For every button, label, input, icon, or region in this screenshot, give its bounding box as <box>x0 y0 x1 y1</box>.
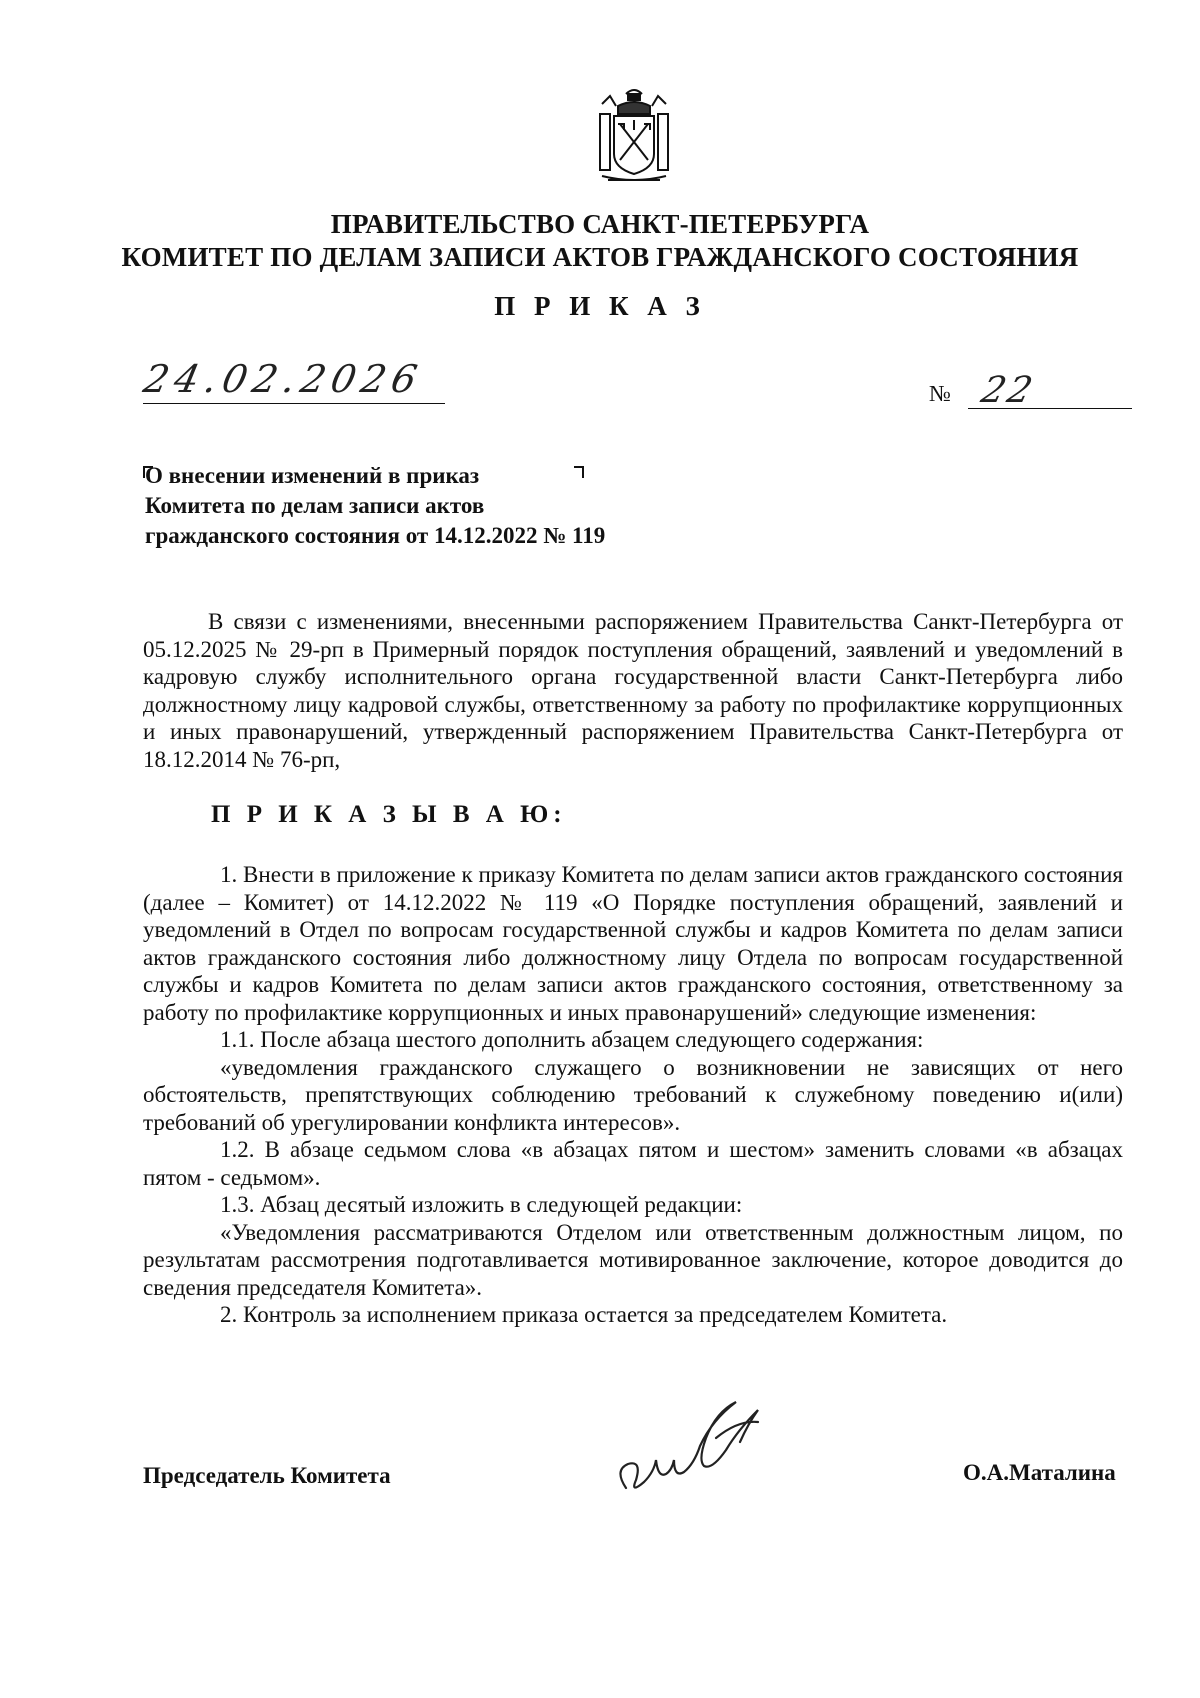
subject-line: гражданского состояния от 14.12.2022 № 119 <box>145 523 606 548</box>
subject-line: Комитета по делам записи актов <box>145 493 485 518</box>
order-item: 2. Контроль за исполнением приказа остается за председателем Комитета. <box>220 1302 948 1327</box>
subject-line: О внесении изменений в приказ <box>145 463 480 488</box>
signatory-name: О.А.Маталина <box>963 1460 1116 1485</box>
order-items <box>143 861 1123 1329</box>
signature-image <box>608 1390 808 1505</box>
order-item: 1. Внести в приложение к приказу Комитета по делам записи актов гражданского состояния (далее – Комитет) от 14.12.2022 № 119 «О Порядке поступления обращений, заявлений и уведомлений в Отдел по вопросам государственной службы и кадров Комитета по делам записи актов гражданского состояния либо должностному лицу Отдела по вопросам государственной службы и кадров Комитета по делам записи актов гражданского состояния, ответственному за работу по профилактике коррупционных и иных правонарушений» следующие изменения: <box>143 862 1123 1025</box>
order-item: 1.3. Абзац десятый изложить в следующей редакции: <box>220 1192 743 1217</box>
signatory-role: Председатель Комитета <box>143 1463 391 1488</box>
document-header <box>0 208 1200 274</box>
order-item: 1.1. После абзаца шестого дополнить абзацем следующего содержания: <box>220 1027 924 1052</box>
handwritten-date-text: 24.02.2026 <box>139 357 427 402</box>
subject-block <box>145 461 665 551</box>
order-heading: П Р И К А З Ы В А Ю: <box>211 801 567 828</box>
document-type-title: П Р И К А З <box>494 291 706 321</box>
handwritten-date <box>139 344 444 408</box>
order-item: «уведомления гражданского служащего о возникновении не зависящих от него обстоятельств, препятствующих соблюдению требований к служебному поведению и(или) требований об урегулировании конфликта интересов». <box>143 1054 1123 1135</box>
preamble-paragraph: В связи с изменениями, внесенными распоряжением Правительства Санкт-Петербурга от 05.12.2025 № 29-рп в Примерный порядок поступления обращений, заявлений и уведомлений в кадровую службу исполнительного органа государственной власти Санкт-Петербурга либо должностному лицу кадровой службы, ответственному за работу по профилактике коррупционных и иных правонарушений, утвержденный распоряжением Правительства Санкт-Петербурга от 18.12.2014 № 76-рп, <box>143 609 1123 772</box>
number-label: № <box>929 381 951 406</box>
handwritten-number <box>977 360 1076 411</box>
header-committee: КОМИТЕТ ПО ДЕЛАМ ЗАПИСИ АКТОВ ГРАЖДАНСКОГО СОСТОЯНИЯ <box>121 242 1079 272</box>
number-underline <box>968 408 1132 409</box>
order-item: 1.2. В абзаце седьмом слова «в абзацах пятом и шестом» заменить словами «в абзацах пятом - седьмом». <box>143 1137 1123 1190</box>
header-government: ПРАВИТЕЛЬСТВО САНКТ-ПЕТЕРБУРГА <box>330 209 870 239</box>
date-underline <box>143 403 445 404</box>
handwritten-number-text: 22 <box>977 368 1040 411</box>
order-item: «Уведомления рассматриваются Отделом или ответственным должностным лицом, по результатам рассмотрения подготавливается мотивированное заключение, которое доводится до сведения председателя Комитета». <box>143 1219 1123 1300</box>
coat-of-arms-icon <box>588 84 680 186</box>
